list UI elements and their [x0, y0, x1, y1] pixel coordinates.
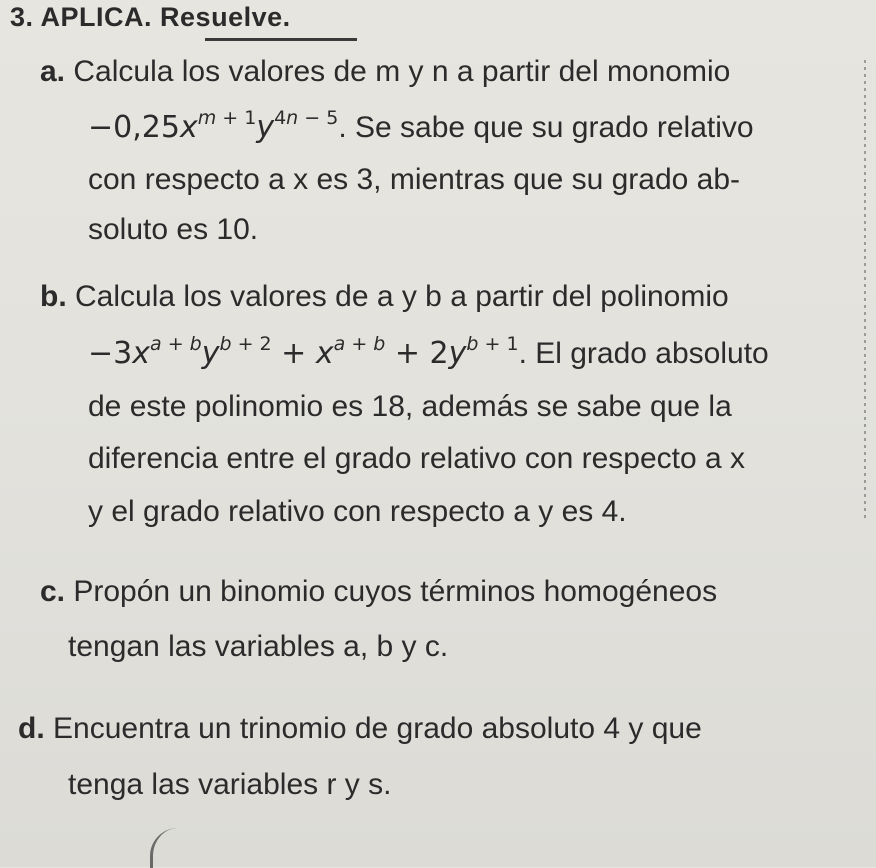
exercise-header	[10, 2, 291, 33]
page-dotted-margin	[864, 60, 866, 520]
item-b-line-5	[88, 495, 627, 529]
item-a-line-3	[88, 163, 740, 197]
item-c-line-1	[40, 575, 717, 609]
item-b-line-2	[88, 333, 769, 371]
item-b-marker: b.	[40, 280, 67, 313]
item-c-marker: c.	[40, 575, 66, 608]
item-a-monomial: $-0,25x^{m + 1}y^{4n - 5}$	[88, 107, 339, 145]
item-d-text-1: Encuentra un trinomio de grado absoluto 4 y que	[53, 712, 702, 745]
pencil-mark	[150, 828, 181, 868]
item-c-text-1: Propón un binomio cuyos términos homogéneos	[73, 575, 718, 608]
exercise-number: 3.	[10, 2, 34, 32]
item-b-polynomial: $-3x^{a + b}y^{b + 2} + x^{a + b} + 2y^{b + 1}$	[88, 333, 519, 371]
item-a-line-1	[40, 55, 730, 89]
item-a-text-4: soluto es 10.	[88, 213, 259, 246]
item-d-line-1	[18, 712, 702, 746]
item-a-text-3: con respecto a x es 3, mientras que su grado ab-	[88, 163, 741, 196]
exercise-subtitle: Resuelve.	[160, 2, 291, 32]
item-b-line-4	[88, 442, 745, 476]
item-d-marker: d.	[18, 712, 45, 745]
item-a-marker: a.	[40, 55, 66, 88]
item-b-line-3	[88, 390, 732, 424]
item-c-line-2	[68, 630, 448, 664]
item-b-text-1: Calcula los valores de a y b a partir del polinomio	[75, 280, 729, 313]
item-b-text-2: . El grado absoluto	[518, 337, 769, 370]
item-b-text-5: y el grado relativo con respecto a y es 4.	[88, 495, 627, 528]
item-b-text-3: de este polinomio es 18, además se sabe que la	[88, 390, 732, 423]
subtitle-underline	[205, 38, 357, 41]
item-a-text-1: Calcula los valores de m y n a partir del monomio	[73, 55, 731, 88]
item-b-text-4: diferencia entre el grado relativo con respecto a x	[88, 442, 746, 475]
item-d-text-2: tenga las variables r y s.	[68, 768, 392, 801]
item-c-text-2: tengan las variables a, b y c.	[68, 630, 449, 663]
item-b-line-1	[40, 280, 729, 314]
item-a-line-2	[88, 107, 754, 145]
item-a-line-4	[88, 213, 258, 247]
exercise-title: APLICA.	[40, 2, 153, 32]
item-d-line-2	[68, 768, 391, 802]
item-a-text-2: . Se sabe que su grado relativo	[338, 111, 754, 144]
